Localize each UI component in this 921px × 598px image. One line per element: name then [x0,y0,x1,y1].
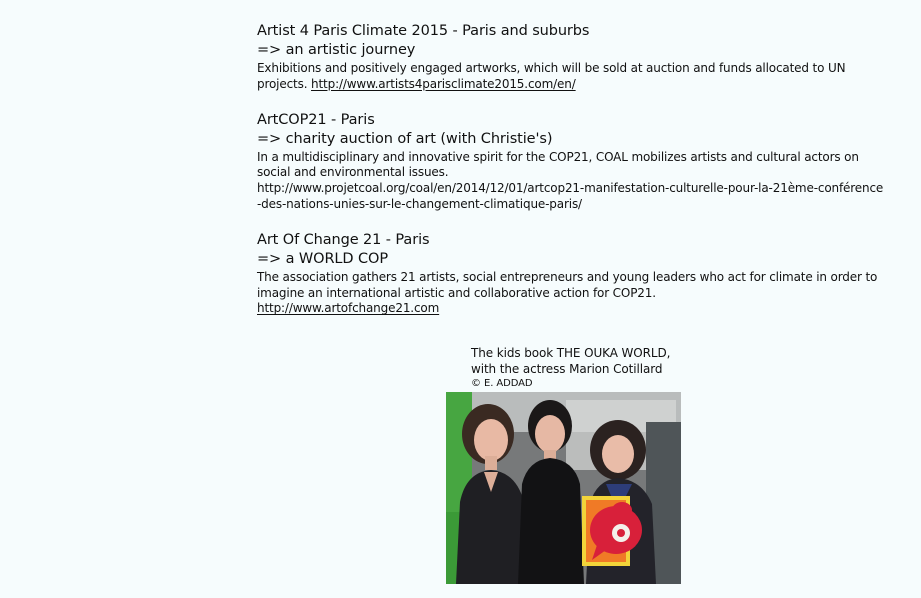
caption-line-2: with the actress Marion Cotillard [471,362,663,376]
section-body: Exhibitions and positively engaged artworks, which will be sold at auction and funds allocated to UN projects. [257,61,846,91]
artofchange21-link[interactable]: http://www.artofchange21.com [257,301,440,316]
artists4parisclimate-link[interactable]: http://www.artists4parisclimate2015.com/en/ [311,76,576,91]
section-description [257,150,887,213]
section-subtitle: => an artistic journey [257,42,416,58]
section-title: Artist 4 Paris Climate 2015 - Paris and suburbs [257,23,590,39]
projetcoal-url-text: http://www.projetcoal.org/coal/en/2014/12/01/artcop21-manifestation-culturelle-pour-la-21ème-conférence-des-nations-unies-sur-le-changement-climatique-paris/ [257,181,884,211]
section-title: ArtCOP21 - Paris [257,111,375,128]
section-description [257,61,887,93]
photo-credit: © E. ADDAD [471,378,533,389]
section-body: In a multidisciplinary and innovative spirit for the COP21, COAL mobilizes artists and cultural actors on social and environmental issues. [257,149,859,180]
event-photo[interactable] [446,392,681,584]
section-artofchange21 [257,231,887,317]
article-content [257,22,887,335]
section-artcop21 [257,111,887,213]
section-body: The association gathers 21 artists, social entrepreneurs and young leaders who act for climate in order to imagine an international artistic and collaborative action for COP21. [257,269,878,300]
section-subtitle: => a WORLD COP [257,250,388,267]
section-title: Art Of Change 21 - Paris [257,231,430,248]
caption-line-1: The kids book THE OUKA WORLD, [471,346,671,360]
event-photo-illustration [446,392,681,584]
section-subtitle: => charity auction of art (with Christie's) [257,130,553,147]
photo-caption [471,345,731,390]
section-description [257,270,887,317]
section-artist4parisclimate [257,22,887,93]
